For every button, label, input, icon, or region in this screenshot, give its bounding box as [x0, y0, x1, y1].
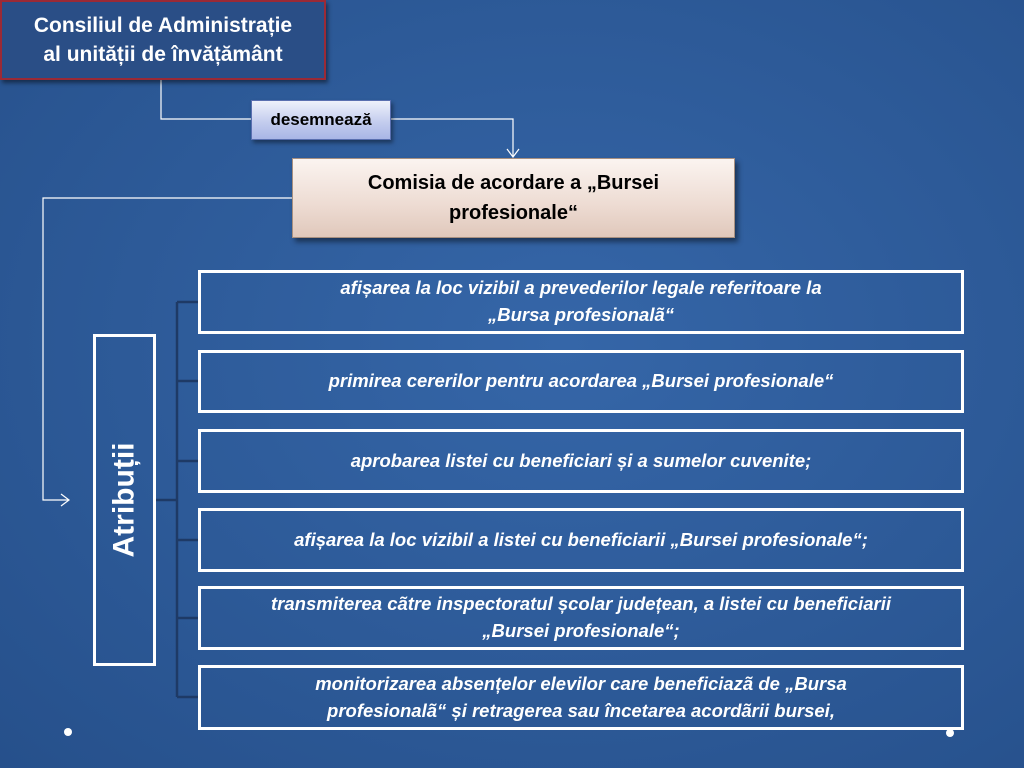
attribute-item-3 [198, 429, 964, 493]
designates-label: desemnează [251, 100, 391, 140]
attribute-item-1 [198, 270, 964, 334]
attributes-box [93, 334, 156, 666]
bullet-dot-left [64, 728, 72, 736]
commission-title-line2: profesionale“ [449, 202, 578, 224]
attribute-item-6-line2: profesionalã“ și retragerea sau încetarea acordãrii bursei, [327, 699, 835, 721]
designates-to-commission-connector [391, 119, 513, 156]
attribute-item-2-line1: primirea cererilor pentru acordarea „Bursei profesionale“ [328, 370, 834, 392]
attribute-item-1-line1: afișarea la loc vizibil a prevederilor legale referitoare la [340, 277, 822, 299]
attribute-item-6-line1: monitorizarea absențelor elevilor care beneficiazã de „Bursa [315, 672, 847, 694]
attribute-item-5 [198, 586, 964, 650]
attributes-arrowhead [61, 494, 69, 506]
council-box [0, 0, 326, 80]
attribute-item-4-line1: afișarea la loc vizibil a listei cu beneficiarii „Bursei profesionale“; [294, 528, 868, 550]
attribute-item-6 [198, 665, 964, 730]
attributes-tree [156, 302, 198, 697]
attribute-item-5-line2: „Bursei profesionale“; [482, 620, 680, 641]
commission-title-line1: Comisia de acordare a „Bursei [367, 172, 660, 194]
commission-box [292, 158, 735, 238]
attribute-item-5-line1: transmiterea cãtre inspectoratul școlar județean, a listei cu beneficiarii [271, 593, 891, 615]
commission-arrowhead [507, 149, 519, 157]
council-title-line1: Consiliul de Administrație [33, 13, 293, 37]
attribute-item-1-line2: „Bursa profesionalã“ [487, 304, 675, 325]
attribute-item-3-line1: aprobarea listei cu beneficiari și a sumelor cuvenite; [350, 449, 812, 471]
attribute-item-4 [198, 508, 964, 572]
attribute-item-2 [198, 350, 964, 413]
council-title-line2: al unității de învățământ [43, 43, 283, 66]
council-to-commission-connector [161, 80, 251, 119]
attributes-label: Atribuții [107, 442, 141, 558]
bullet-dot-right [946, 729, 954, 737]
